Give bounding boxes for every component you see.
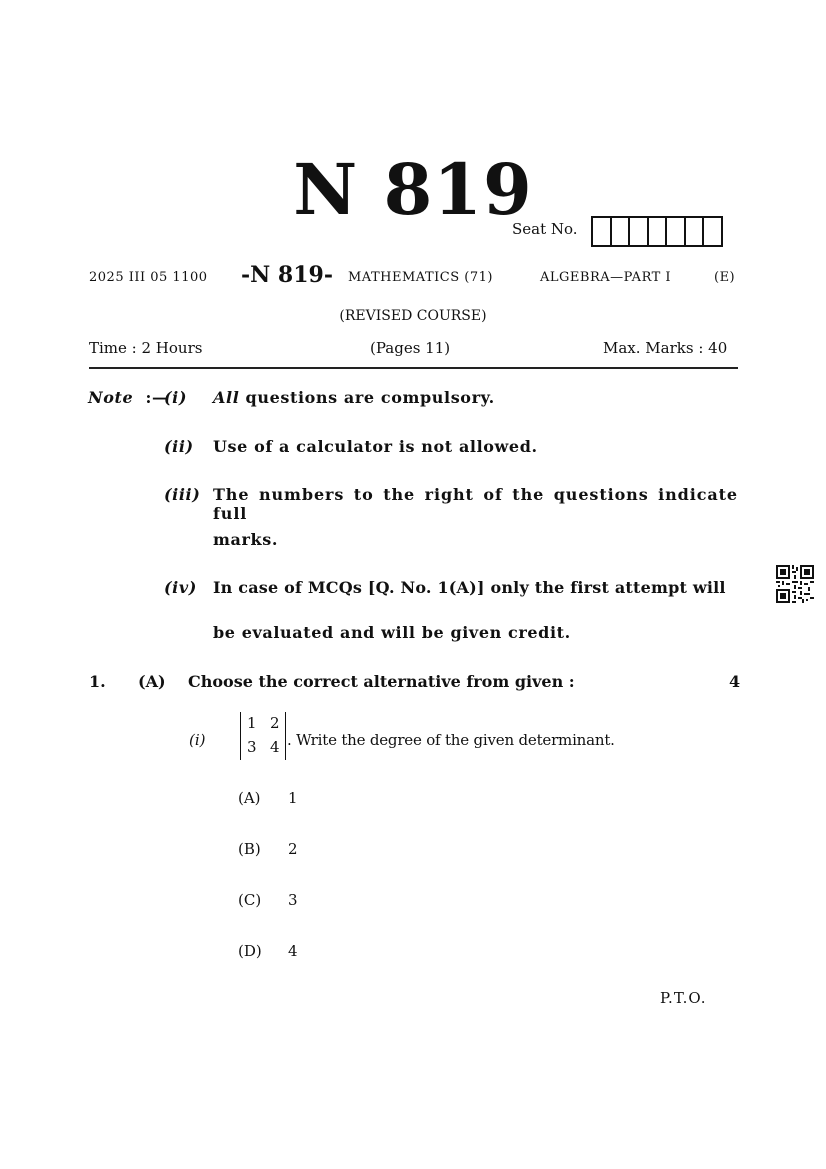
question-title: Choose the correct alternative from given : <box>188 672 575 691</box>
seat-digit-box[interactable] <box>593 218 612 245</box>
option-value-a: 1 <box>288 789 298 807</box>
subject-name: MATHEMATICS (71) <box>348 270 493 285</box>
exam-code-line: 2025 III 05 1100 <box>89 270 208 285</box>
seat-digit-box[interactable] <box>686 218 705 245</box>
seat-digit-box[interactable] <box>667 218 686 245</box>
determinant-entry: 1 <box>247 714 257 732</box>
note-num-3: (iii) <box>164 485 201 504</box>
option-label-a: (A) <box>238 789 261 807</box>
question-number: 1. <box>89 672 106 691</box>
note-text-1 <box>213 388 495 407</box>
seat-label: Seat No. <box>512 220 578 238</box>
seat-digit-box[interactable] <box>612 218 631 245</box>
note-text-2: Use of a calculator is not allowed. <box>213 437 538 456</box>
note-num-2: (ii) <box>164 437 194 456</box>
option-value-c: 3 <box>288 891 298 909</box>
option-label-b: (B) <box>238 840 261 858</box>
note-text-4: In case of MCQs [Q. No. 1(A)] only the first attempt will <box>213 578 726 597</box>
time-info: Time : 2 Hours <box>89 339 203 357</box>
option-value-b: 2 <box>288 840 298 858</box>
pto-footer: P.T.O. <box>660 989 707 1007</box>
note-text-3: The numbers to the right of the questions indicate full <box>213 485 738 523</box>
qr-code-icon <box>776 565 814 603</box>
paper-code: N 819 <box>293 148 533 231</box>
note-label <box>88 388 169 407</box>
note-title: Note <box>88 388 134 407</box>
determinant-entry: 4 <box>270 738 280 756</box>
pages-info: (Pages 11) <box>370 339 451 357</box>
paper-name: ALGEBRA—PART I <box>540 270 672 285</box>
note-separator: :— <box>145 388 169 407</box>
seat-digit-box[interactable] <box>704 218 723 245</box>
note-num-1: (i) <box>164 388 188 407</box>
note-text-3-cont: marks. <box>213 530 278 549</box>
note-text-1-rest: questions are compulsory. <box>245 388 495 407</box>
question-part: (A) <box>138 672 166 691</box>
course-label: (REVISED COURSE) <box>339 308 487 324</box>
seat-digit-box[interactable] <box>649 218 668 245</box>
divider <box>89 367 738 369</box>
option-label-c: (C) <box>238 891 262 909</box>
note-emphasis: All <box>213 388 240 407</box>
note-text-4-cont: be evaluated and will be given credit. <box>213 623 571 642</box>
determinant <box>240 712 286 760</box>
seat-digit-box[interactable] <box>630 218 649 245</box>
subquestion-number: (i) <box>189 731 206 749</box>
question-marks: 4 <box>729 672 741 691</box>
medium: (E) <box>714 270 736 285</box>
seat-number-boxes[interactable] <box>591 216 723 247</box>
determinant-entry: 3 <box>247 738 257 756</box>
exam-code-mark: -N 819- <box>241 262 333 288</box>
marks-info: Max. Marks : 40 <box>603 339 728 357</box>
note-num-4: (iv) <box>164 578 197 597</box>
option-value-d: 4 <box>288 942 298 960</box>
subquestion-text: . Write the degree of the given determinant. <box>287 731 615 749</box>
option-label-d: (D) <box>238 942 262 960</box>
determinant-entry: 2 <box>270 714 280 732</box>
